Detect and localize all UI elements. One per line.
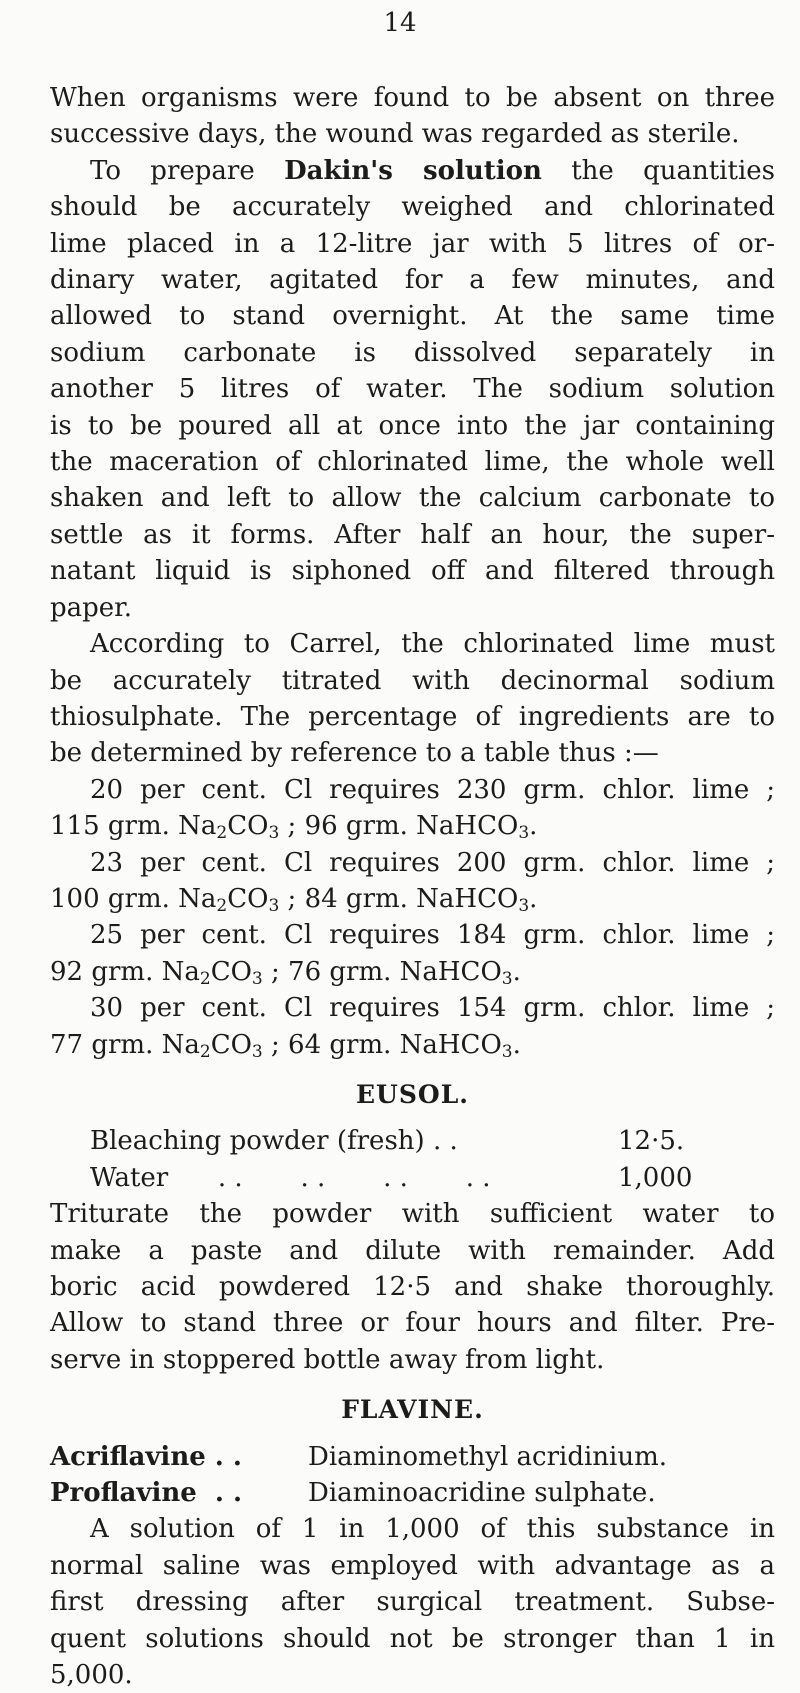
flavine-term: Acriflavine . .: [50, 1441, 242, 1472]
recipe-item: Bleaching powder (fresh) . .: [90, 1126, 458, 1157]
text-line: normal saline was employed with advantage as a: [50, 1550, 775, 1581]
text-line: another 5 litres of water. The sodium solution: [50, 374, 775, 405]
text-line: natant liquid is siphoned off and filtered through: [50, 556, 775, 587]
table-row-formula: 92 grm. $Na_2CO_3$ ; 76 grm. NaHCO$_3$.: [50, 956, 521, 989]
text-line: A solution of 1 in 1,000 of this substance in: [90, 1514, 775, 1545]
text-line: first dressing after surgical treatment. Subse-: [50, 1587, 775, 1618]
flavine-heading: FLAVINE.: [341, 1395, 484, 1425]
text-line: boric acid powdered 12·5 and shake thoroughly.: [50, 1272, 775, 1302]
text-line: shaken and left to allow the calcium carbonate to: [50, 483, 775, 514]
text-line: According to Carrel, the chlorinated lime must: [90, 629, 775, 660]
recipe-qty: 12·5.: [618, 1126, 685, 1157]
table-row-line: 20 per cent. Cl requires 230 grm. chlor. lime ;: [90, 774, 775, 805]
text-line: settle as it forms. After half an hour, the super-: [50, 519, 775, 550]
text-line: be determined by reference to a table thus :—: [50, 738, 659, 769]
recipe-item: Water . . . . . . . .: [90, 1162, 491, 1193]
text-line: should be accurately weighed and chlorinated: [50, 192, 775, 223]
recipe-row: [50, 1123, 775, 1159]
text-line: Allow to stand three or four hours and filter. Pre-: [50, 1308, 775, 1339]
text-line: lime placed in a 12-litre jar with 5 litres of or-: [50, 228, 775, 259]
text-line: quent solutions should not be stronger than 1 in: [50, 1623, 775, 1654]
text-line: 5,000.: [50, 1660, 133, 1691]
text-line: paper.: [50, 592, 133, 623]
text-line: thiosulphate. The percentage of ingredients are to: [50, 701, 775, 732]
text-line: When organisms were found to be absent on three: [50, 83, 775, 113]
recipe-qty: 1,000: [618, 1162, 693, 1193]
text-line: is to be poured all at once into the jar containing: [50, 410, 775, 441]
flavine-term: Proflavine . .: [50, 1478, 243, 1509]
table-row-formula: 115 grm. $Na_2CO_3$ ; 96 grm. NaHCO$_3$.: [50, 811, 538, 844]
page-body: [50, 80, 775, 1693]
table-row-formula: 77 grm. $Na_2CO_3$ ; 64 grm. NaHCO$_3$.: [50, 1029, 521, 1062]
text-line: dinary water, agitated for a few minutes, and: [50, 265, 775, 296]
text-line: allowed to stand overnight. At the same time: [50, 301, 775, 332]
recipe-row: [50, 1160, 775, 1196]
table-row-line: 30 per cent. Cl requires 154 grm. chlor. lime ;: [90, 993, 775, 1024]
flavine-entry: [50, 1475, 775, 1511]
page-number: 14: [383, 8, 417, 38]
table-row-line: 23 per cent. Cl requires 200 grm. chlor. lime ;: [90, 847, 775, 878]
flavine-entry: [50, 1439, 775, 1475]
flavine-desc: Diaminomethyl acridinium.: [308, 1441, 668, 1472]
flavine-desc: Diaminoacridine sulphate.: [308, 1478, 656, 1509]
eusol-heading: EUSOL.: [356, 1079, 469, 1109]
text-line: serve in stoppered bottle away from light.: [50, 1344, 605, 1375]
table-row-line: 25 per cent. Cl requires 184 grm. chlor. lime ;: [90, 920, 775, 951]
text-line: the maceration of chlorinated lime, the whole well: [50, 447, 775, 478]
text-line: successive days, the wound was regarded as sterile.: [50, 119, 740, 150]
text-line: make a paste and dilute with remainder. Add: [50, 1235, 775, 1266]
table-row-formula: 100 grm. $Na_2CO_3$ ; 84 grm. NaHCO$_3$.: [50, 883, 538, 916]
dakin-solution-term: Dakin's solution: [284, 155, 542, 186]
text-line: Triturate the powder with sufficient water to: [50, 1199, 775, 1230]
dakin-first-line: To prepare Dakin's solution the quantities: [90, 155, 775, 186]
text-line: be accurately titrated with decinormal sodium: [50, 665, 775, 696]
text-line: sodium carbonate is dissolved separately in: [50, 337, 775, 368]
